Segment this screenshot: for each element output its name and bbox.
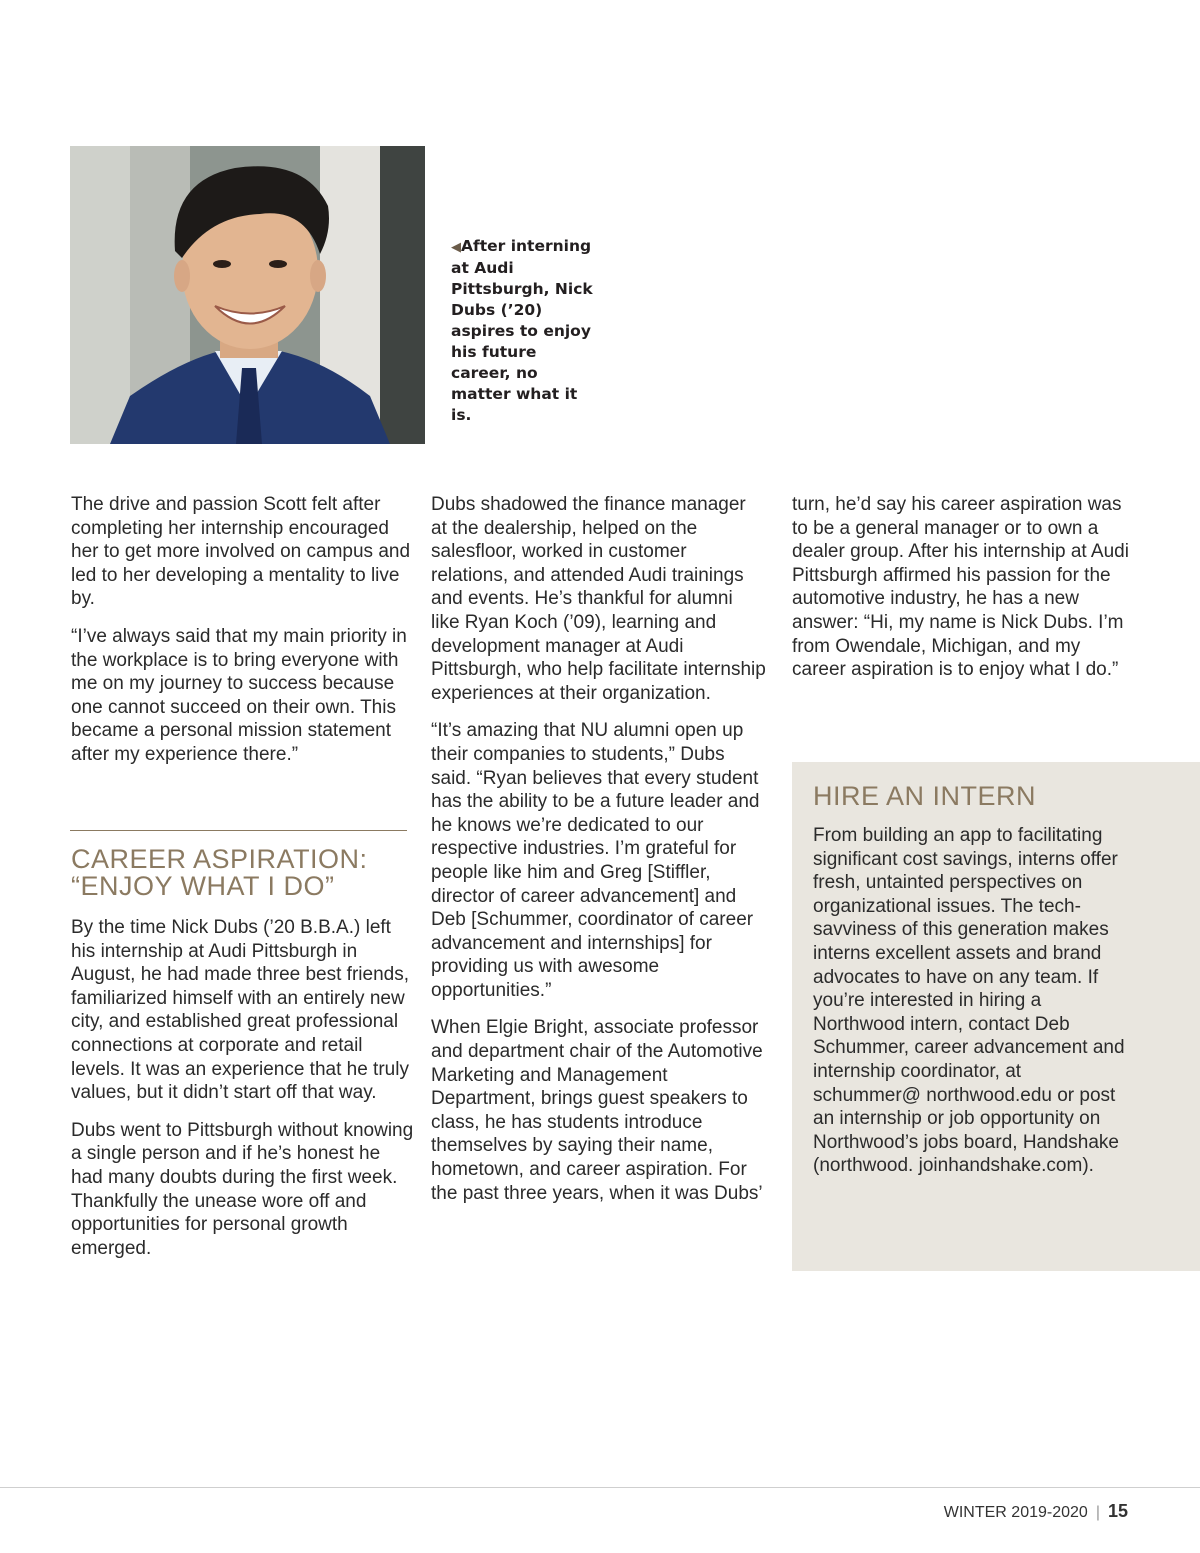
caption-text: After interning at Audi Pittsburgh, Nick Dubs (’20) aspires to enjoy his future career, no matter what it is. bbox=[451, 237, 593, 424]
portrait-photo bbox=[70, 146, 425, 444]
paragraph: “I’ve always said that my main priority in the workplace is to bring everyone with me on my journey to success because one cannot succeed on their own. This became a personal mission statement after my experience there.” bbox=[71, 625, 407, 765]
section-heading bbox=[71, 846, 416, 900]
column-2 bbox=[431, 493, 766, 1219]
column-1-top bbox=[71, 493, 416, 781]
section-divider bbox=[70, 830, 407, 831]
paragraph: By the time Nick Dubs (’20 B.B.A.) left his internship at Audi Pittsburgh in August, he had made three best friends, familiarized himself with an entirely new city, and established great professional connections at corporate and retail levels. It was an experience that he truly values, but it didn’t start off that way. bbox=[71, 917, 409, 1104]
paragraph: Dubs shadowed the finance manager at the dealership, helped on the salesfloor, worked in customer relations, and attended Audi trainings and events. He’s thankful for alumni like Ryan Koch (’09), learning and development manager at Audi Pittsburgh, who help facilitate internship experiences at their organization. bbox=[431, 494, 766, 704]
paragraph: “It’s amazing that NU alumni open up their companies to students,” Dubs said. “Ryan believes that every student has the ability to be a future leader and he knows we’re dedicated to our respective industries. I’m grateful for people like him and Greg [Stiffler, director of career advancement] and Deb [Schummer, coordinator of career advancement and internships] for providing us with awesome opportunities.” bbox=[431, 720, 760, 1001]
paragraph: Dubs went to Pittsburgh without knowing a single person and if he’s honest he had many doubts during the first week. Thankfully the unease wore off and opportunities for personal growth emerged. bbox=[71, 1119, 414, 1259]
left-arrow-icon: ◀ bbox=[451, 240, 461, 255]
footer-separator: | bbox=[1095, 1504, 1100, 1521]
page-footer bbox=[944, 1501, 1128, 1523]
column-3 bbox=[792, 493, 1132, 696]
section-heading-line-2: “ENJOY WHAT I DO” bbox=[71, 871, 335, 901]
hire-an-intern-sidebar bbox=[792, 762, 1200, 1271]
sidebar-title: HIRE AN INTERN bbox=[813, 781, 1037, 811]
page-number: 15 bbox=[1107, 1501, 1128, 1521]
section-heading-line-1: CAREER ASPIRATION: bbox=[71, 844, 368, 874]
footer-divider bbox=[0, 1487, 1200, 1488]
paragraph: turn, he’d say his career aspiration was to be a general manager or to own a dealer group. After his internship at Audi Pittsburgh affirmed his passion for the automotive industry, he has a new answer: “Hi, my name is Nick Dubs. I’m from Owendale, Michigan, and my career aspiration is to enjoy what I do.” bbox=[792, 494, 1129, 681]
photo-caption bbox=[451, 236, 601, 426]
column-1-bottom bbox=[71, 916, 416, 1274]
portrait-illustration bbox=[70, 146, 425, 444]
sidebar-body: From building an app to facilitating significant cost savings, interns offer fresh, untainted perspectives on organizational issues. The tech-savviness of this generation makes interns excellent assets and brand advocates to have on any team. If you’re interested in hiring a Northwood intern, contact Deb Schummer, career advancement and internship coordinator, at schummer@ northwood.edu or post an internship or job opportunity on Northwood’s jobs board, Handshake (northwood. joinhandshake.com). bbox=[813, 825, 1125, 1177]
paragraph: When Elgie Bright, associate professor and department chair of the Automotive Marketing and Management Department, brings guest speakers to class, he has students introduce themselves by saying their name, hometown, and career aspiration. For the past three years, when it was Dubs’ bbox=[431, 1017, 763, 1204]
issue-label: WINTER 2019-2020 bbox=[943, 1504, 1088, 1521]
paragraph: The drive and passion Scott felt after completing her internship encouraged her to get more involved on campus and led to her developing a mentality to live by. bbox=[71, 494, 411, 610]
